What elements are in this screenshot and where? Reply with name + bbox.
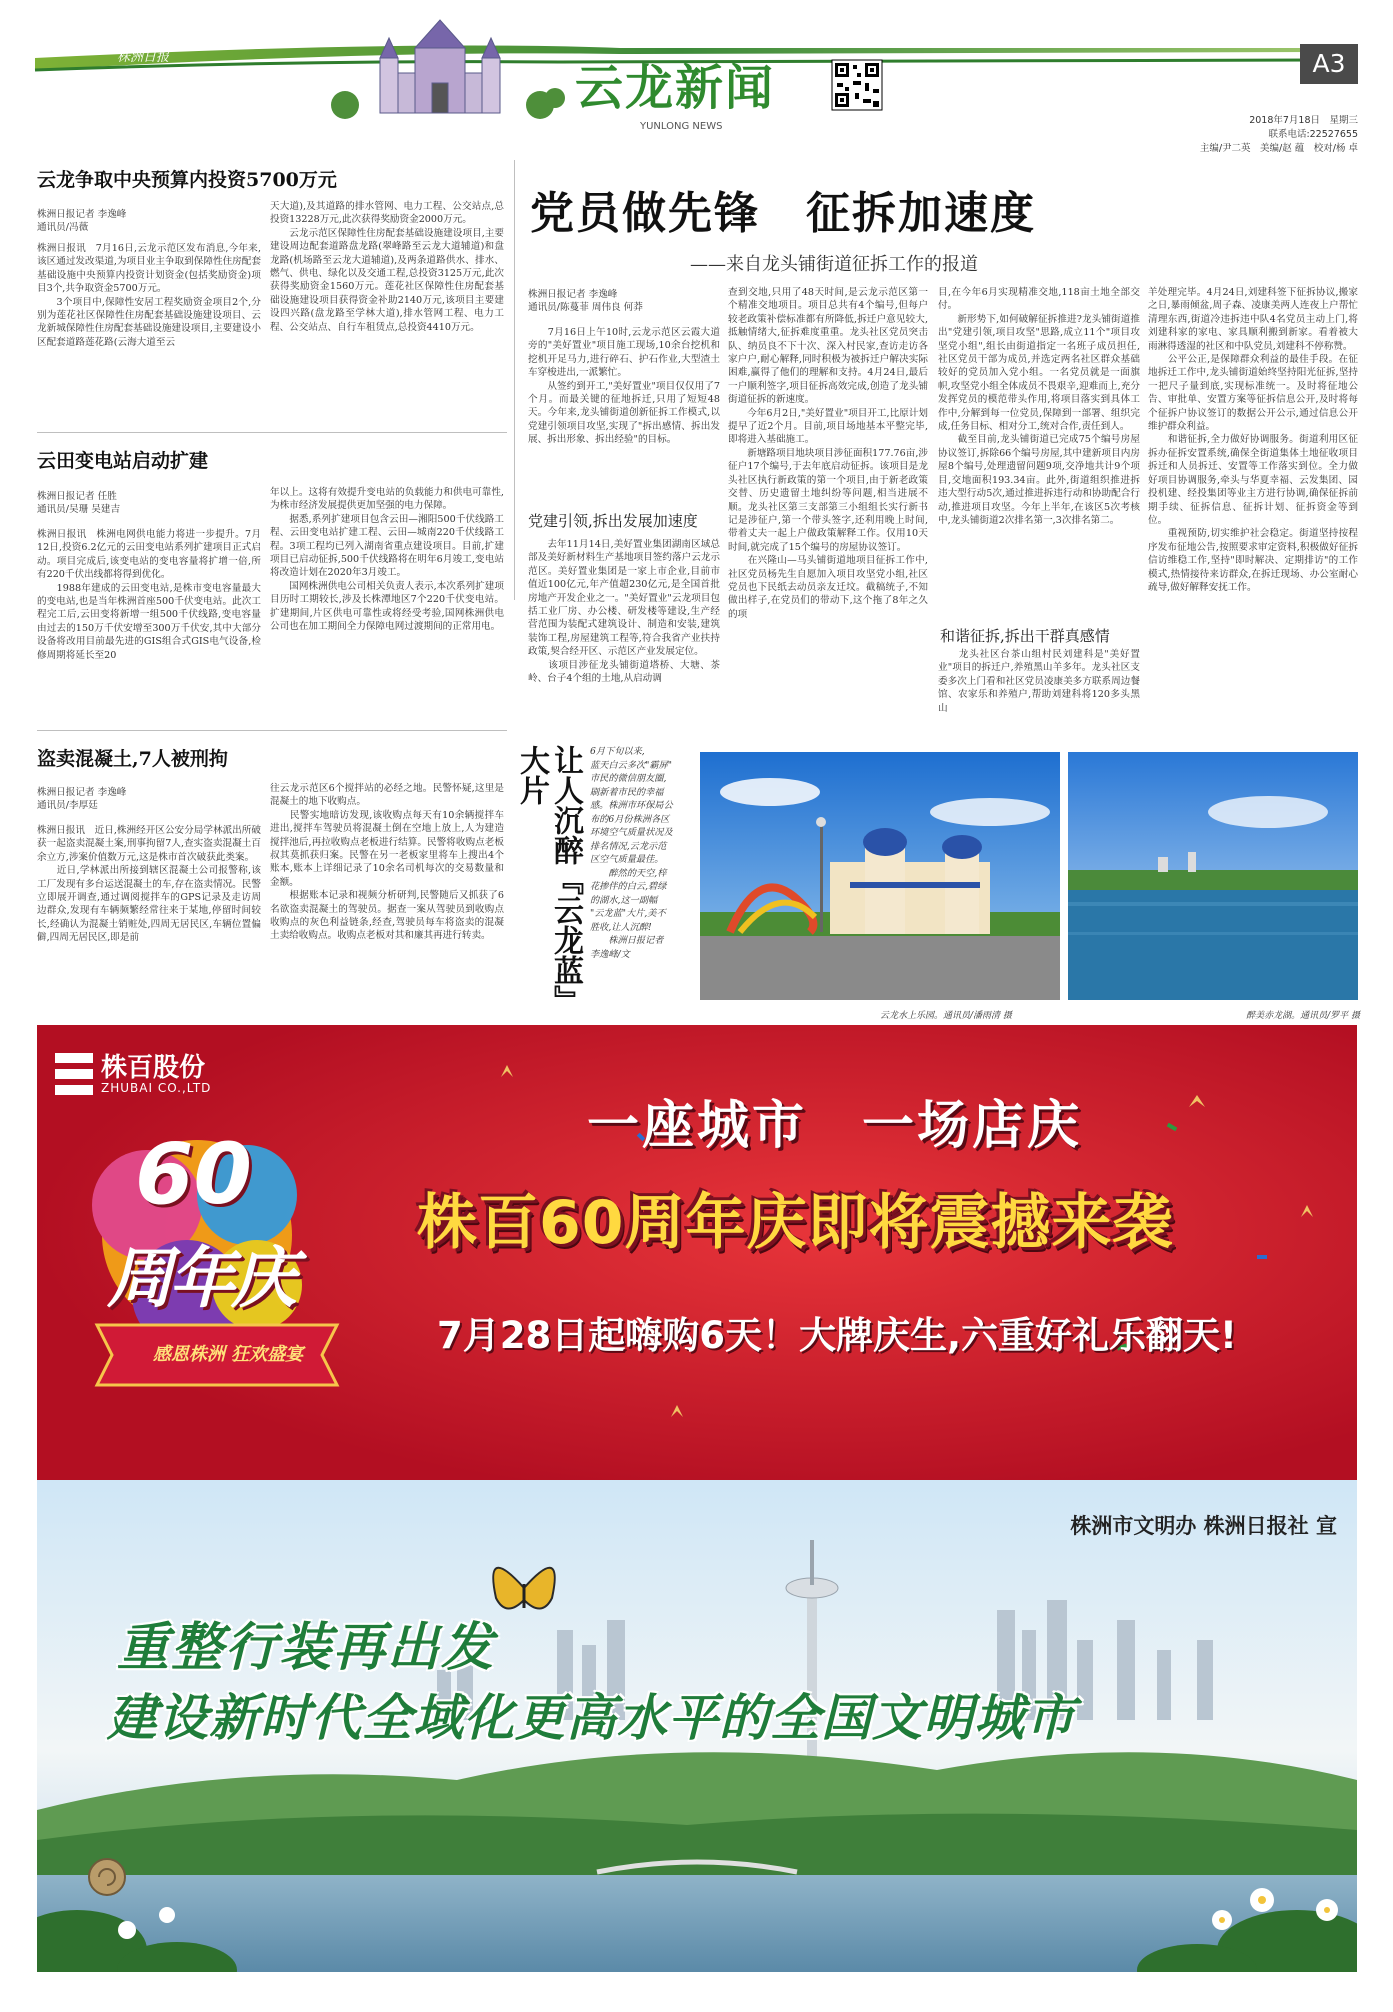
article-title: 云龙争取中央预算内投资5700万元 <box>37 169 337 191</box>
article-byline: 株洲日报记者 任胜 通讯员/吴珊 吴建吉 <box>37 491 121 516</box>
article-body-col2: 天大道),及其道路的排水管网、电力工程、公交站点,总投资13228万元,此次获得奖励资金2000万元。 云龙示范区保障性住房配套基础设施建设项目,主要建设周边配套道路盘龙路(翠峰路至云龙大道辅道)和盘龙路(机场路至云龙大道辅道),及两条道路供水、排水、燃气、供电、绿化以及交通工程,总投资3125万元,此次获得奖励资金1560万元。莲花社区保障性住房配套基础设施建设项目获得资金补助2140万元,该项目主要建设四兴路(盘龙路至学林大道),排水管网工程、电力工程、公交站点、自行车租赁点,总投资4410万元。 <box>270 201 504 333</box>
zhubai-ad-banner <box>37 1025 1357 1480</box>
banner-slogan2: 建设新时代全域化更高水平的全国文明城市 <box>107 1689 1076 1747</box>
lead-byline: 株洲日报记者 李逸峰 通讯员/陈蔓菲 周伟良 何莽 <box>528 289 643 314</box>
article-body-col2: 年以上。这将有效提升变电站的负载能力和供电可靠性,为株市经济发展提供更加坚强的电力保障。 据悉,系列扩建项目包含云田—湘阳500千伏线路工程、云田变电站扩建工程、云田—城南220千伏线路工程。3项工程均已列入湖南省重点建设项目。目前,扩建项目已启动征拆,500千伏线路将在明年6月竣工,变电站将改造计划在2020年3月竣工。 国网株洲供电公司相关负责人表示,本次系列扩建项目历时工期较长,涉及长株潭地区7个220千伏变电站。扩建期间,片区供电可靠性或将经受考验,国网株洲供电公司也在加工期间全力保障电网过渡期间的正常用电。 <box>270 487 504 633</box>
photo-section-title: 让人沉醉『云龙蓝』大片 <box>514 745 583 1015</box>
lead-headline: 党员做先锋 征拆加速度 <box>530 188 1036 239</box>
lead-body-col1a: 7月16日上午10时,云龙示范区云霞大道旁的"美好置业"项目施工现场,10余台挖机和挖机开足马力,进行碎石、护石作业,大型渣土车穿梭进出,一派繁忙。 从签约到开工,"美好置业"项目仅仅用了7个月。而最关键的征地拆迁,只用了短短48天。今年来,龙头铺街道创新征拆工作模式,以党建引领项目攻坚,实现了"拆出感情、拆出发展、拆出形象、拆出经验"的目标。 <box>528 327 720 446</box>
editors-line: 主编/尹二英 美编/赵 蕴 校对/杨 卓 <box>1199 143 1358 154</box>
civilization-banner <box>37 1480 1357 1972</box>
photo-water-park <box>700 752 1060 1000</box>
photo-caption: 云龙水上乐园。通讯员/潘雨清 摄 <box>880 1011 1012 1021</box>
ad-brand-name: 株百股份 <box>101 1053 206 1083</box>
phone-line: 联系电话:22527655 <box>1268 129 1358 140</box>
lead-body-col4: 羊处理完毕。4月24日,刘建科签下征拆协议,搬家之日,暴雨倾盆,周子森、凌康美两人连夜上户帮忙清理东西,街道冷违拆违中队4名党员主动上门,将刘建科家的家电、家具顺利搬到新家。看着被大雨淋得透湿的社区和中队党员,刘建科不停称赞。 公平公正,是保障群众利益的最佳手段。在征地拆迁工作中,龙头铺街道始终坚持阳光征拆,坚持一把尺子量到底,实现标准统一。及时将征地公告、审批单、安置方案等征拆信息公开,及时将每个征拆户协议签订的数据公开公示,通过信息公开维护群众利益。 和谐征拆,全力做好协调服务。街道利用区征拆办征拆安置系统,确保全街道集体土地征收项目拆迁和人员拆迁、安置等工作落实到位。全力做好项目协调服务,牵头与华夏幸福、云发集团、园投机建、经投集团等业主方进行协调,确保征拆前期手续、征拆信息、征拆计划、征拆资金等到位。 重视预防,切实维护社会稳定。街道坚持按程序发布征地公告,按照要求审定资料,积极做好征拆信访维稳工作,坚持"即时解决、定期排访"的工作模式,热情接待来访群众,在拆迁现场、办公室耐心疏导,做好解释安抚工作。 <box>1148 287 1358 593</box>
photo-lake <box>1068 752 1358 1000</box>
photo-caption: 醉美赤龙湖。通讯员/罗平 摄 <box>1246 1011 1360 1021</box>
article-title: 盗卖混凝土,7人被刑拘 <box>37 748 228 770</box>
masthead <box>0 0 1393 154</box>
lead-body-col3b: 龙头社区台茶山组村民刘建科是"美好置业"项目的拆迁户,养殖黑山羊多年。龙头社区支委多次上门看和社区党员凌康美多方联系周边餐馆、农家乐和养殖户,帮助刘建科将120多头黑山 <box>938 649 1140 714</box>
article-divider <box>37 730 507 731</box>
article-body-col1: 株洲日报讯 株洲电网供电能力将进一步提升。7月12日,投资6.2亿元的云田变电站系列扩建项目正式启动。项目完成后,该变电站的变电容量将扩增一倍,所有220千伏出线都将得到优化。 1988年建成的云田变电站,是株市变电容量最大的变电站,也是当年株洲首座500千伏变电站。此次工程完工后,云田变将新增一组500千伏线路,变电容量由过去的150万千伏安增至300万千伏安,其中大部分设备将改用目前最先进的GIS组合式GIS电气设备,检修周期将延长至20 <box>37 529 261 661</box>
article-divider <box>37 432 507 433</box>
article-body-col2: 往云龙示范区6个搅拌站的必经之地。民警怀疑,这里是混凝土的地下收购点。 民警实地暗访发现,该收购点每天有10余辆搅拌车进出,搅拌车驾驶员将混凝土倒在空地上放上,人为建造搅拌池后,再拉收购点老板进行结算。民警将收购点老板叔其莫抓获归案。民警在另一老板家里将车上搜出4个账本,账本上详细记录了10余名司机每次的交易数量和金额。 根据账本记录和视频分析研判,民警随后又抓获了6名欲盗卖混凝土的驾驶员。据查一案从驾驶员到收购点收购点的灰色利益链条,经查,驾驶员每车将盗卖的混凝土卖给收购点。收购点老板对其和廉其再进行转卖。 <box>270 783 504 942</box>
banner-sponsor: 株洲市文明办 株洲日报社 宣 <box>1070 1514 1337 1538</box>
ad-headline3: 7月28日起嗨购6天！大牌庆生,六重好礼乐翻天! <box>437 1314 1237 1357</box>
lead-body-col1b: 去年11月14日,美好置业集团湖南区域总部及美好新材料生产基地项目签约落户云龙示范区。美好置业集团是一家上市企业,目前市值近100亿元,年产值超230亿元,是全国首批房地产开发企业之一。"美好置业"云龙项目包括工业厂房、办公楼、研发楼等建设,生产经营范围为装配式建筑设计、制造和安装,建筑装饰工程,房屋建筑工程等,符合我省产业扶持政策,契合经开区、示范区产业发展定位。 该项目涉征龙头铺街道塔桥、大塘、茶岭、台子4个组的土地,从启动调 <box>528 539 720 685</box>
article-byline: 株洲日报记者 李逸峰 通讯员/冯薇 <box>37 209 127 234</box>
article-title: 云田变电站启动扩建 <box>37 450 209 472</box>
article-body-col1: 株洲日报讯 近日,株洲经开区公安分局学林派出所破获一起盗卖混凝土案,刑事拘留7人,查实盗卖混凝土百余立方,涉案价值数万元,这是株市首次破获此类案。 近日,学林派出所接到辖区混凝土公司报警称,该工厂发现有多台运送混凝土的车,存在盗卖情况。民警立即展开调查,通过调阅搅拌车的GPS记录及走访周边群众,发现有车辆频繁经常往来于某地,停留时间较长,经确认为混凝土销赃处,四周无居民区,车辆位置偏僻,四周无居民区,即是前 <box>37 825 261 944</box>
ad-ribbon-text: 感恩株洲 狂欢盛宴 <box>152 1344 304 1365</box>
column-divider <box>514 160 515 600</box>
date-line: 2018年7月18日 星期三 <box>1249 115 1358 126</box>
lead-body-col3: 目,在今年6月实现精准交地,118亩土地全部交付。 新形势下,如何破解征拆推进?龙头铺街道推出"党建引领,项目攻坚"思路,成立11个"项目攻坚党小组",组长由街道指定一名班子成员担任,社区党员干部为成员,并选定两名社区群众基础较好的党员加入党小组。一名党员就是一面旗帜,攻坚党小组全体成员不畏艰辛,迎难而上,充分发挥党员的模范带头作用,将项目落实到具体工作中,分解到每一位党员,保障到一部署、组织完成,任务目标、相对分工,统对合作,责任到人。 截至目前,龙头铺街道已完成75个编号房屋协议签订,拆除66个编号房屋,其中建新项目内房屋8个编号,处理遗留问题9项,交净地共计9个项目,交地面积193.34亩。此外,街道组织推进拆违大型行动5次,通过推进拆违行动和协助配合行动,推进项目攻坚。今年上半年,在该区5次考核中,龙头铺街道2次排名第一,3次排名第二。 <box>938 287 1140 526</box>
ad-brand-en: ZHUBAI CO.,LTD <box>101 1081 212 1095</box>
ad-anniversary-text: 周年庆 <box>107 1240 293 1317</box>
article-byline: 株洲日报记者 李逸峰 通讯员/李厚廷 <box>37 787 127 812</box>
page-number-badge: A3 <box>1300 44 1358 84</box>
section-title: 云龙新闻 <box>575 60 776 116</box>
newspaper-logo: 株洲日报 <box>117 50 170 65</box>
lead-body-col2: 查到交地,只用了48天时间,是云龙示范区第一个精准交地项目。项目总共有4个编号,但每户较老政策补偿标准都有所降低,拆迁户意见较大,抵触情绪大,征拆难度重重。龙头社区党员突击队、纳员良不下十次、深入村民家,查访走访各家户户,耐心解释,同时积极为被拆迁户解决实际困难,赢得了他们的理解和支持。4月24日,最后一户顺利签字,项目征拆高效完成,创造了龙头铺街道征拆的新速度。 今年6月2日,"美好置业"项目开工,比原计划提早了近2个月。目前,项目场地基本平整完毕,即将进入基础施工。 新塘路项目地块项目涉征面积177.76亩,涉征户17个编号,于去年底启动征拆。该项目是龙头社区执行新政策的第一个项目,由于新老政策交替、历史遗留土地纠纷等问题,相当进展不顺。龙头社区第三支部第三小组组长实行新书记是涉征户,第一个带头签字,还利用晚上时间,带着丈夫一起上户做政策解释工作。仅用10天时间,就完成了15个编号的房屋协议签订。 在兴隆山—马头铺街道地项目征拆工作中,社区党员杨先生自愿加入项目攻坚党小组,社区党员也下民纸去动员亲友迁坟。截稿统子,不知做出样子,在党员们的带动下,这个拖了8年之久的项 <box>728 287 928 620</box>
section-title-en: YUNLONG NEWS <box>640 121 723 132</box>
ad-headline2: 株百60周年庆即将震撼来袭 <box>417 1188 1174 1258</box>
lead-subhead: 党建引领,拆出发展加速度 <box>528 512 698 530</box>
ad-headline1: 一座城市 一场店庆 <box>587 1096 1083 1156</box>
ad-big-number: 60 <box>135 1125 252 1223</box>
photo-section-poem: 6月下旬以来, 蓝天白云多次"霸屏" 市民的微信朋友圈, 刷新着市民的幸福 感。株洲市环保局公 布的6月份株洲各区 环境空气质量状况及 排名情况,云龙示范 区空气质量最佳。 醉然的天空,梓 花掺伴的白云,碧绿 的湖水,这一副幅 "云龙蓝"大片,美不 胜收,让人沉醉! 株洲日报记者 李逸峰/文 <box>590 746 673 960</box>
lead-subtitle: ——来自龙头铺街道征拆工作的报道 <box>690 254 978 275</box>
banner-slogan1: 重整行装再出发 <box>117 1618 496 1678</box>
article-body-col1: 株洲日报讯 7月16日,云龙示范区发布消息,今年来,该区通过发改渠道,为项目业主争取到保障性住房配套基础设施中央预算内投资计划资金(包括奖励资金)项目3个,共争取资金5700万元。 3个项目中,保障性安居工程奖励资金项目2个,分别为莲花社区保障性住房配套基础设施建设项目、云龙新城保障性住房配套基础设施建设项目,主要建设小区配套道路莲花路(云海大道至云 <box>37 243 261 348</box>
lead-subhead: 和谐征拆,拆出干群真感情 <box>940 627 1110 645</box>
